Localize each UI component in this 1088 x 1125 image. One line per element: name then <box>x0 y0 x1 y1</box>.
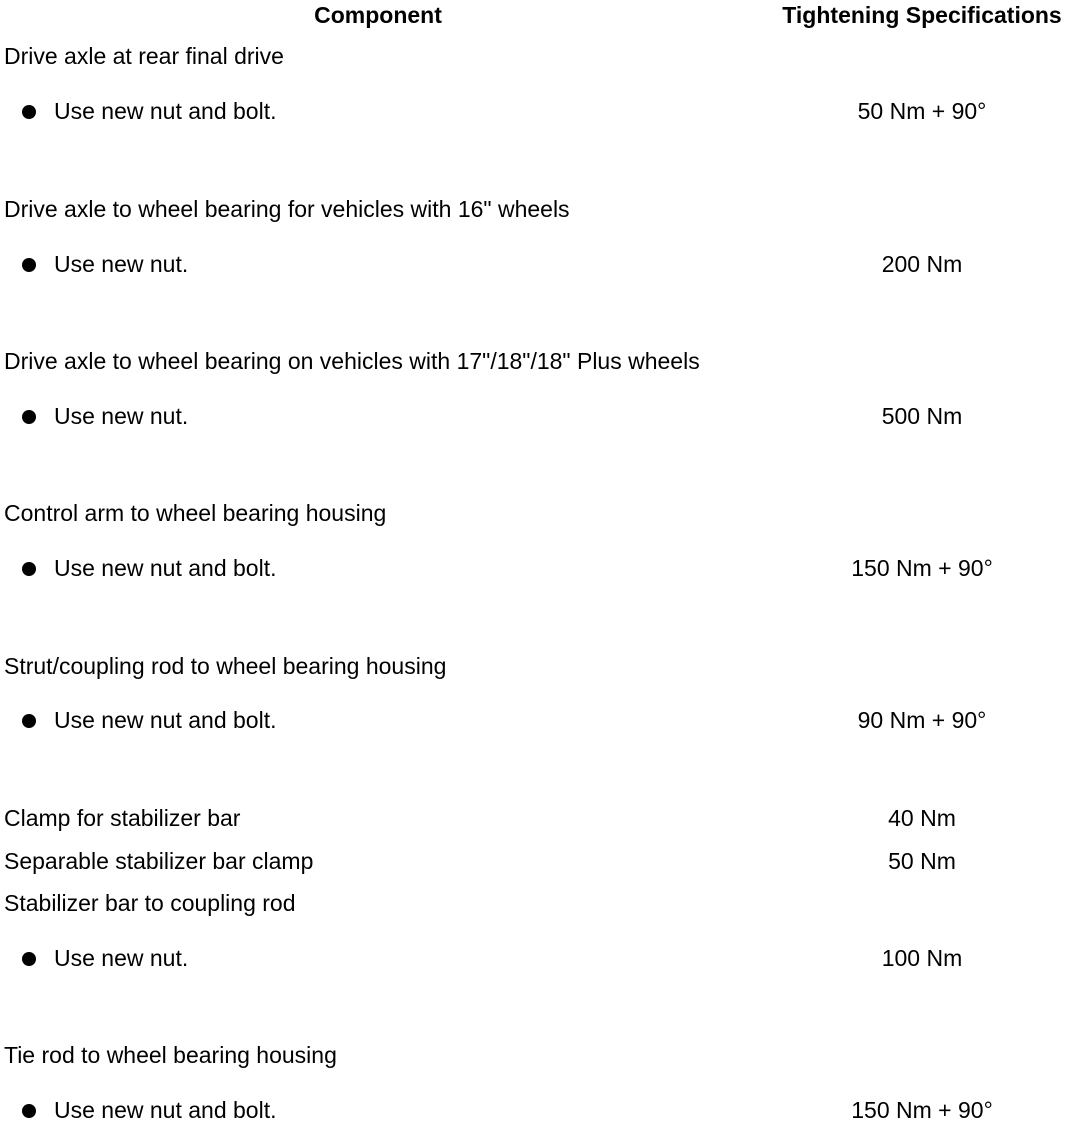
tightening-spec: 100 Nm <box>881 945 963 971</box>
component-name: Stabilizer bar to coupling rod <box>4 890 296 916</box>
tightening-spec: 200 Nm <box>881 251 963 277</box>
note-row <box>0 943 1088 973</box>
component-note: Use new nut. <box>54 945 189 971</box>
bullet-icon <box>22 562 36 576</box>
component-note: Use new nut. <box>54 403 189 429</box>
tightening-spec: 150 Nm + 90° <box>851 1097 993 1123</box>
bullet-icon <box>22 258 36 272</box>
component-row <box>0 846 1088 876</box>
tightening-spec: 50 Nm <box>888 848 956 874</box>
component-name: Clamp for stabilizer bar <box>4 805 241 831</box>
component-name: Strut/coupling rod to wheel bearing housing <box>4 653 447 679</box>
note-row <box>0 1095 1088 1125</box>
tightening-spec: 40 Nm <box>888 805 956 831</box>
tightening-spec: 150 Nm + 90° <box>851 555 993 581</box>
note-row <box>0 249 1088 279</box>
component-row <box>0 346 1088 376</box>
note-row <box>0 705 1088 735</box>
component-note: Use new nut and bolt. <box>54 555 277 581</box>
component-note: Use new nut and bolt. <box>54 707 277 733</box>
component-row <box>0 41 1088 71</box>
component-row <box>0 888 1088 918</box>
note-row <box>0 96 1088 126</box>
column-header-component: Component <box>314 2 442 28</box>
component-row <box>0 194 1088 224</box>
bullet-icon <box>22 714 36 728</box>
bullet-icon <box>22 105 36 119</box>
component-name: Drive axle at rear final drive <box>4 43 284 69</box>
component-note: Use new nut and bolt. <box>54 1097 277 1123</box>
bullet-icon <box>22 410 36 424</box>
tightening-spec: 50 Nm + 90° <box>857 98 987 124</box>
column-header-tightening-specifications: Tightening Specifications <box>782 2 1062 28</box>
bullet-icon <box>22 952 36 966</box>
component-note: Use new nut. <box>54 251 189 277</box>
tightening-spec: 90 Nm + 90° <box>857 707 987 733</box>
component-name: Control arm to wheel bearing housing <box>4 500 387 526</box>
component-name: Drive axle to wheel bearing on vehicles with 17"/18"/18" Plus wheels <box>4 348 700 374</box>
note-row <box>0 401 1088 431</box>
note-row <box>0 553 1088 583</box>
component-name: Tie rod to wheel bearing housing <box>4 1042 337 1068</box>
component-name: Drive axle to wheel bearing for vehicles with 16" wheels <box>4 196 570 222</box>
component-row <box>0 651 1088 681</box>
component-row <box>0 1040 1088 1070</box>
component-note: Use new nut and bolt. <box>54 98 277 124</box>
component-row <box>0 803 1088 833</box>
component-name: Separable stabilizer bar clamp <box>4 848 314 874</box>
component-row <box>0 498 1088 528</box>
bullet-icon <box>22 1104 36 1118</box>
tightening-spec: 500 Nm <box>881 403 963 429</box>
